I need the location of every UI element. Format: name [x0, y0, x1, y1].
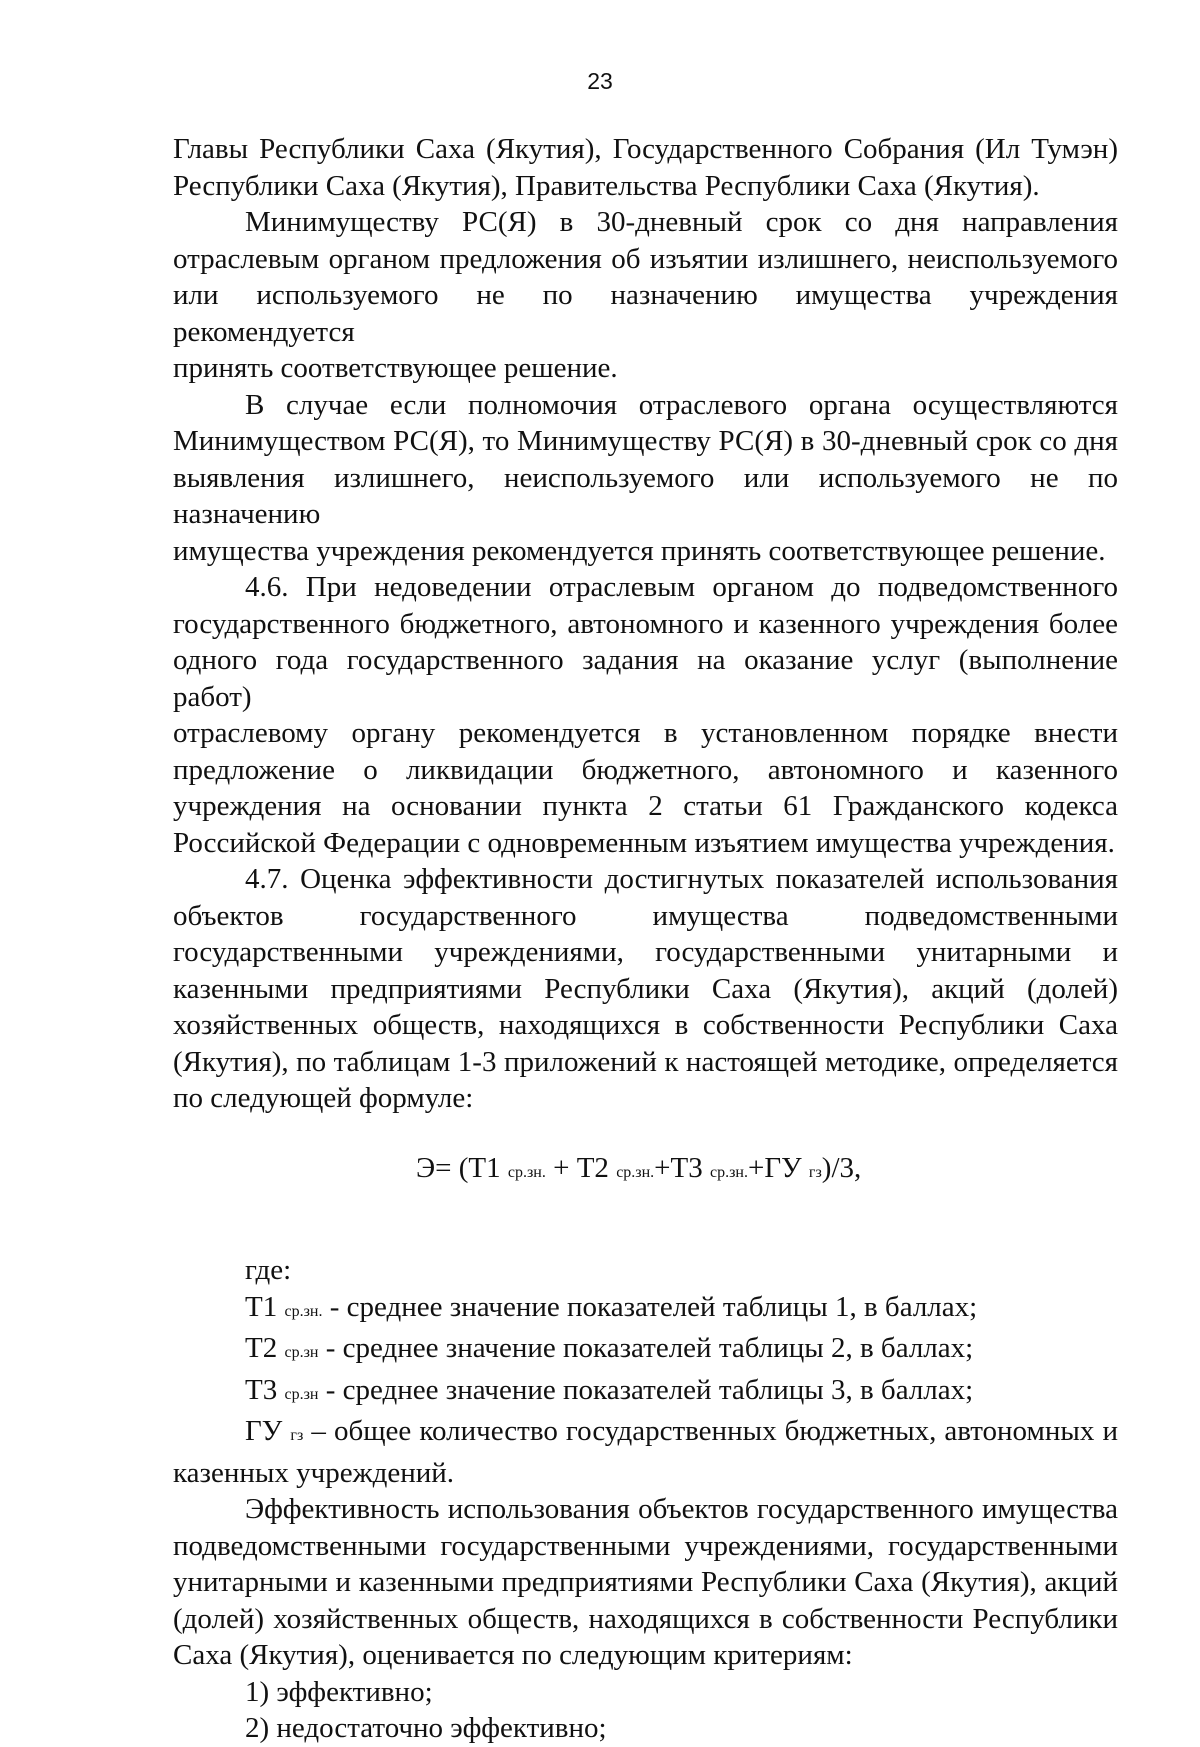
- text-line: унитарными и казенными предприятиями Республики Саха (Якутия), акций: [173, 1566, 1118, 1598]
- formula-part: )/3,: [821, 1151, 862, 1184]
- text-line: объектов государственного имущества подведомственными: [173, 899, 1118, 932]
- formula-part: + Т2: [545, 1151, 617, 1184]
- definition-text: - среднее значение показателей таблицы 3, в баллах;: [318, 1373, 974, 1406]
- paragraph-4-7: [173, 861, 1118, 1117]
- definition-subscript: ср.зн: [284, 1344, 319, 1361]
- text-line: государственными учреждениями, государственными унитарными и: [173, 936, 1118, 968]
- text-line: подведомственными государственными учреждениями, государственными: [173, 1529, 1118, 1562]
- text-line: 4.7. Оценка эффективности достигнутых показателей использования: [245, 863, 1118, 895]
- paragraph-minimushchestvo: [173, 204, 1118, 387]
- definition-t3: [173, 1372, 1118, 1414]
- text-line: [173, 1413, 1118, 1455]
- formula-subscript: ср.зн.: [710, 1163, 748, 1181]
- formula-subscript: ср.зн.: [616, 1163, 655, 1181]
- text-line: Российской Федерации с одновременным изъятием имущества учреждения.: [173, 826, 1115, 859]
- text-line: выявления излишнего, неиспользуемого или используемого не по назначению: [173, 461, 1118, 530]
- efficiency-formula: [173, 1150, 1118, 1192]
- text-line: отраслевым органом предложения об изъятии излишнего, неиспользуемого: [173, 242, 1118, 275]
- formula-part: +ГУ: [747, 1151, 809, 1184]
- text-line: отраслевому органу рекомендуется в установленном порядке внести: [173, 717, 1118, 749]
- text-line: 4.6. При недоведении отраслевым органом до подведомственного: [245, 571, 1118, 603]
- definition-t1: [173, 1289, 1118, 1331]
- formula-subscript: ср.зн.: [507, 1163, 546, 1181]
- text-line: предложение о ликвидации бюджетного, автономного и казенного: [173, 753, 1118, 786]
- text-line: одного года государственного задания на оказание услуг (выполнение работ): [173, 644, 1118, 713]
- definition-subscript: ср.зн.: [284, 1302, 323, 1320]
- text-line: (долей) хозяйственных обществ, находящихся в собственности Республики: [173, 1602, 1118, 1635]
- definition-subscript: гз: [290, 1427, 304, 1444]
- definition-term: Т1: [245, 1290, 285, 1323]
- definition-subscript: ср.зн: [284, 1385, 319, 1403]
- text-line: Эффективность использования объектов государственного имущества: [245, 1493, 1118, 1525]
- criterion-item: 1) эффективно;: [245, 1675, 433, 1708]
- text-line: (Якутия), по таблицам 1-3 приложений к настоящей методике, определяется: [173, 1045, 1118, 1078]
- text-line: государственного бюджетного, автономного и казенного учреждения более: [173, 607, 1118, 640]
- text-line: по следующей формуле:: [173, 1082, 474, 1114]
- paragraph-authority-case: [173, 387, 1118, 570]
- formula-part: Э= (Т1: [416, 1151, 508, 1184]
- text-line: Минимуществу РС(Я) в 30-дневный срок со дня направления: [245, 206, 1118, 238]
- text-line: казенных учреждений.: [173, 1456, 455, 1489]
- formula-subscript: гз: [808, 1163, 822, 1181]
- text-line: Главы Республики Саха (Якутия), Государственного Собрания (Ил Тумэн): [173, 133, 1118, 165]
- text-line: или используемого не по назначению имущества учреждения рекомендуется: [173, 279, 1118, 348]
- definition-text: - среднее значение показателей таблицы 1, в баллах;: [322, 1290, 978, 1323]
- formula-part: +Т3: [654, 1151, 710, 1184]
- text-line: Республики Саха (Якутия), Правительства Республики Саха (Якутия).: [173, 169, 1040, 202]
- text-line: принять соответствующее решение.: [173, 352, 618, 384]
- text-line: хозяйственных обществ, находящихся в собственности Республики Саха: [173, 1009, 1118, 1041]
- definition-gu: [173, 1413, 1118, 1491]
- paragraph-4-6: [173, 569, 1118, 861]
- text-line: имущества учреждения рекомендуется принять соответствующее решение.: [173, 534, 1106, 567]
- text-line: В случае если полномочия отраслевого органа осуществляются: [245, 388, 1118, 421]
- page-number: 23: [587, 68, 613, 94]
- where-label: где:: [245, 1254, 292, 1286]
- definition-term: Т2: [245, 1332, 285, 1364]
- text-line: казенными предприятиями Республики Саха (Якутия), акций (долей): [173, 972, 1118, 1005]
- definition-text: - среднее значение показателей таблицы 2, в баллах;: [318, 1332, 974, 1364]
- text-line: Минимуществом РС(Я), то Минимуществу РС(Я) в 30-дневный срок со дня: [173, 425, 1118, 457]
- definition-term: Т3: [245, 1373, 285, 1406]
- document-body: [173, 131, 1118, 1747]
- definition-term: ГУ: [245, 1415, 291, 1447]
- paragraph-efficiency-criteria: [173, 1491, 1118, 1674]
- text-line: Саха (Якутия), оценивается по следующим критериям:: [173, 1639, 853, 1671]
- text-line: учреждения на основании пункта 2 статьи 61 Гражданского кодекса: [173, 790, 1118, 822]
- paragraph-continuation: [173, 131, 1118, 204]
- definition-text: – общее количество государственных бюджетных, автономных и: [303, 1415, 1118, 1447]
- criterion-item: 2) недостаточно эффективно;: [245, 1712, 607, 1744]
- definition-t2: [173, 1330, 1118, 1372]
